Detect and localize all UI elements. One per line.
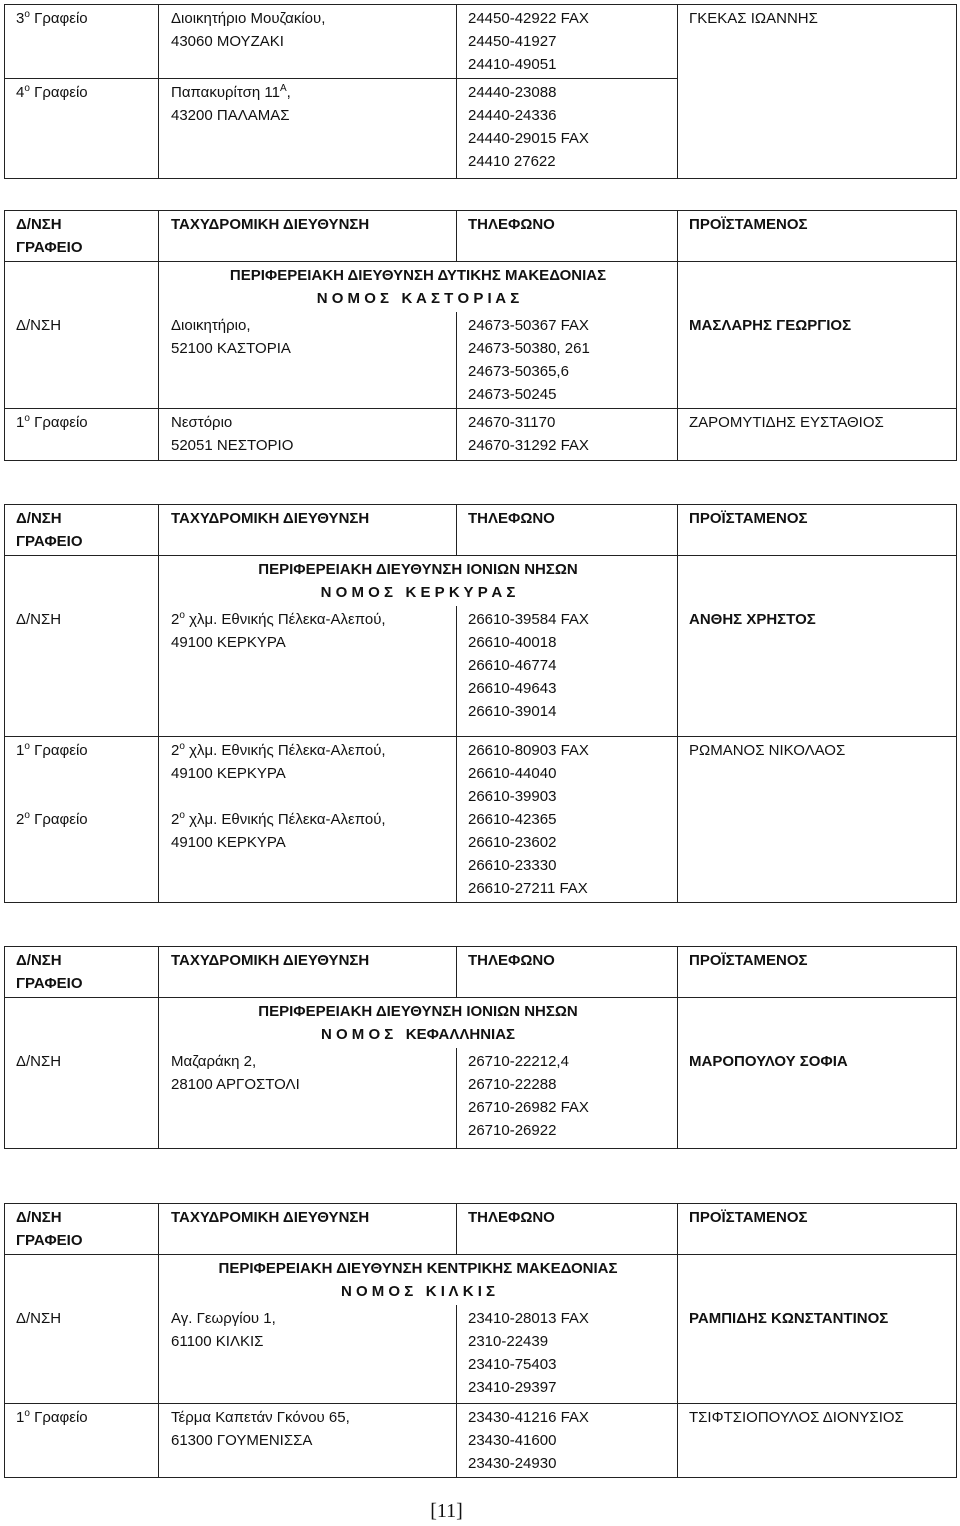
address-cell: $2^o$ χλμ. Εθνικής Πέλεκα-Αλεπού, 49100 ΚΕΡΚΥΡΑ $2^o$ χλμ. Εθνικής Πέλεκα-Αλεπού, 49100 ΚΕΡΚΥΡΑ xyxy=(159,736,457,902)
region-row xyxy=(5,1255,957,1306)
office-cell: $4^o$ Γραφείο xyxy=(5,79,159,179)
head-cell: ΤΣΙΦΤΣΙΟΠΟΥΛΟΣ ΔΙΟΝΥΣΙΟΣ xyxy=(678,1403,957,1477)
region-title: ΠΕΡΙΦΕΡΕΙΑΚΗ ΔΙΕΥΘΥΝΣΗ ΙΟΝΙΩΝ ΝΗΣΩΝ Ν Ο Μ Ο Σ Κ Ε Ρ Κ Υ Ρ Α Σ xyxy=(159,556,678,607)
table-trikala-continuation xyxy=(4,4,957,179)
table-row xyxy=(5,606,957,736)
column-header-address: ΤΑΧΥΔΡΟΜΙΚΗ ΔΙΕΥΘΥΝΣΗ xyxy=(159,211,457,262)
head-cell: ΜΑΡΟΠΟΥΛΟΥ ΣΟΦΙΑ xyxy=(678,1048,957,1148)
page-number: [11] xyxy=(430,1500,463,1522)
table-kastoria xyxy=(4,210,957,461)
office-cell: Δ/ΝΣΗ xyxy=(5,606,159,736)
region-title: ΠΕΡΙΦΕΡΕΙΑΚΗ ΔΙΕΥΘΥΝΣΗ ΙΟΝΙΩΝ ΝΗΣΩΝ Ν Ο Μ Ο Σ ΚΕΦΑΛΛΗΝΙΑΣ xyxy=(159,998,678,1049)
office-cell: $1^o$ Γραφείο xyxy=(5,1403,159,1477)
table-row xyxy=(5,5,957,79)
column-header-directorate: Δ/ΝΣΗ ΓΡΑΦΕΙΟ xyxy=(5,947,159,998)
header-row xyxy=(5,211,957,262)
table-row xyxy=(5,1305,957,1403)
table-row xyxy=(5,1048,957,1148)
column-header-address: ΤΑΧΥΔΡΟΜΙΚΗ ΔΙΕΥΘΥΝΣΗ xyxy=(159,505,457,556)
head-cell: ΜΑΣΛΑΡΗΣ ΓΕΩΡΓΙΟΣ xyxy=(678,312,957,409)
table-kerkyra xyxy=(4,504,957,903)
table-kilkis xyxy=(4,1203,957,1478)
column-header-directorate: Δ/ΝΣΗ ΓΡΑΦΕΙΟ xyxy=(5,211,159,262)
column-header-phone: ΤΗΛΕΦΩΝΟ xyxy=(457,211,678,262)
phone-cell: 26710-22212,4 26710-22288 26710-26982 FAX 26710-26922 xyxy=(457,1048,678,1148)
phone-cell: 23430-41216 FAX 23430-41600 23430-24930 xyxy=(457,1403,678,1477)
head-cell: ΡΑΜΠΙΔΗΣ ΚΩΝΣΤΑΝΤΙΝΟΣ xyxy=(678,1305,957,1403)
phone-cell: 24450-42922 FAX 24450-41927 24410-49051 xyxy=(457,5,678,79)
address-cell: Μαζαράκη 2, 28100 ΑΡΓΟΣΤΟΛΙ xyxy=(159,1048,457,1148)
column-header-head: ΠΡΟΪΣΤΑΜΕΝΟΣ xyxy=(678,947,957,998)
office-cell: $1^o$ Γραφείο xyxy=(5,409,159,461)
table-row xyxy=(5,409,957,461)
address-cell: Τέρμα Καπετάν Γκόνου 65, 61300 ΓΟΥΜΕΝΙΣΣΑ xyxy=(159,1403,457,1477)
column-header-head: ΠΡΟΪΣΤΑΜΕΝΟΣ xyxy=(678,505,957,556)
head-cell: ΖΑΡΟΜΥΤΙΔΗΣ ΕΥΣΤΑΘΙΟΣ xyxy=(678,409,957,461)
head-cell: ΡΩΜΑΝΟΣ ΝΙΚΟΛΑΟΣ xyxy=(678,736,957,902)
region-row xyxy=(5,556,957,607)
table-row xyxy=(5,312,957,409)
head-cell: ΓΚΕΚΑΣ ΙΩΑΝΝΗΣ xyxy=(678,5,957,179)
region-row xyxy=(5,998,957,1049)
phone-cell: 23410-28013 FAX 2310-22439 23410-75403 23410-29397 xyxy=(457,1305,678,1403)
office-cell: $3^o$ Γραφείο xyxy=(5,5,159,79)
column-header-address: ΤΑΧΥΔΡΟΜΙΚΗ ΔΙΕΥΘΥΝΣΗ xyxy=(159,1204,457,1255)
address-cell: Διοικητήριο, 52100 ΚΑΣΤΟΡΙΑ xyxy=(159,312,457,409)
table-kefallinia xyxy=(4,946,957,1149)
column-header-address: ΤΑΧΥΔΡΟΜΙΚΗ ΔΙΕΥΘΥΝΣΗ xyxy=(159,947,457,998)
office-cell: $1^o$ Γραφείο $2^o$ Γραφείο xyxy=(5,736,159,902)
address-cell: Νεστόριο 52051 ΝΕΣΤΟΡΙΟ xyxy=(159,409,457,461)
office-cell: Δ/ΝΣΗ xyxy=(5,1305,159,1403)
phone-cell: 24440-23088 24440-24336 24440-29015 FAX 24410 27622 xyxy=(457,79,678,179)
column-header-phone: ΤΗΛΕΦΩΝΟ xyxy=(457,505,678,556)
column-header-directorate: Δ/ΝΣΗ ΓΡΑΦΕΙΟ xyxy=(5,505,159,556)
column-header-phone: ΤΗΛΕΦΩΝΟ xyxy=(457,1204,678,1255)
header-row xyxy=(5,1204,957,1255)
region-title: ΠΕΡΙΦΕΡΕΙΑΚΗ ΔΙΕΥΘΥΝΣΗ ΚΕΝΤΡΙΚΗΣ ΜΑΚΕΔΟΝΙΑΣ Ν Ο Μ Ο Σ Κ Ι Λ Κ Ι Σ xyxy=(159,1255,678,1306)
column-header-head: ΠΡΟΪΣΤΑΜΕΝΟΣ xyxy=(678,211,957,262)
phone-cell: 24670-31170 24670-31292 FAX xyxy=(457,409,678,461)
head-cell: ΑΝΘΗΣ ΧΡΗΣΤΟΣ xyxy=(678,606,957,736)
office-cell: Δ/ΝΣΗ xyxy=(5,312,159,409)
address-cell: Αγ. Γεωργίου 1, 61100 ΚΙΛΚΙΣ xyxy=(159,1305,457,1403)
column-header-head: ΠΡΟΪΣΤΑΜΕΝΟΣ xyxy=(678,1204,957,1255)
phone-cell: 26610-80903 FAX 26610-44040 26610-39903 26610-42365 26610-23602 26610-23330 26610-27211 FAX xyxy=(457,736,678,902)
office-cell: Δ/ΝΣΗ xyxy=(5,1048,159,1148)
phone-cell: 26610-39584 FAX 26610-40018 26610-46774 26610-49643 26610-39014 xyxy=(457,606,678,736)
column-header-directorate: Δ/ΝΣΗ ΓΡΑΦΕΙΟ xyxy=(5,1204,159,1255)
address-cell: Διοικητήριο Μουζακίου, 43060 ΜΟΥΖΑΚΙ xyxy=(159,5,457,79)
column-header-phone: ΤΗΛΕΦΩΝΟ xyxy=(457,947,678,998)
header-row xyxy=(5,947,957,998)
table-row xyxy=(5,736,957,902)
table-row xyxy=(5,1403,957,1477)
region-title: ΠΕΡΙΦΕΡΕΙΑΚΗ ΔΙΕΥΘΥΝΣΗ ΔΥΤΙΚΗΣ ΜΑΚΕΔΟΝΙΑΣ Ν Ο Μ Ο Σ Κ Α Σ Τ Ο Ρ Ι Α Σ xyxy=(159,262,678,313)
header-row xyxy=(5,505,957,556)
address-cell: Παπακυρίτση $11^A$, 43200 ΠΑΛΑΜΑΣ xyxy=(159,79,457,179)
address-cell: $2^o$ χλμ. Εθνικής Πέλεκα-Αλεπού, 49100 ΚΕΡΚΥΡΑ xyxy=(159,606,457,736)
phone-cell: 24673-50367 FAX 24673-50380, 261 24673-50365,6 24673-50245 xyxy=(457,312,678,409)
region-row xyxy=(5,262,957,313)
